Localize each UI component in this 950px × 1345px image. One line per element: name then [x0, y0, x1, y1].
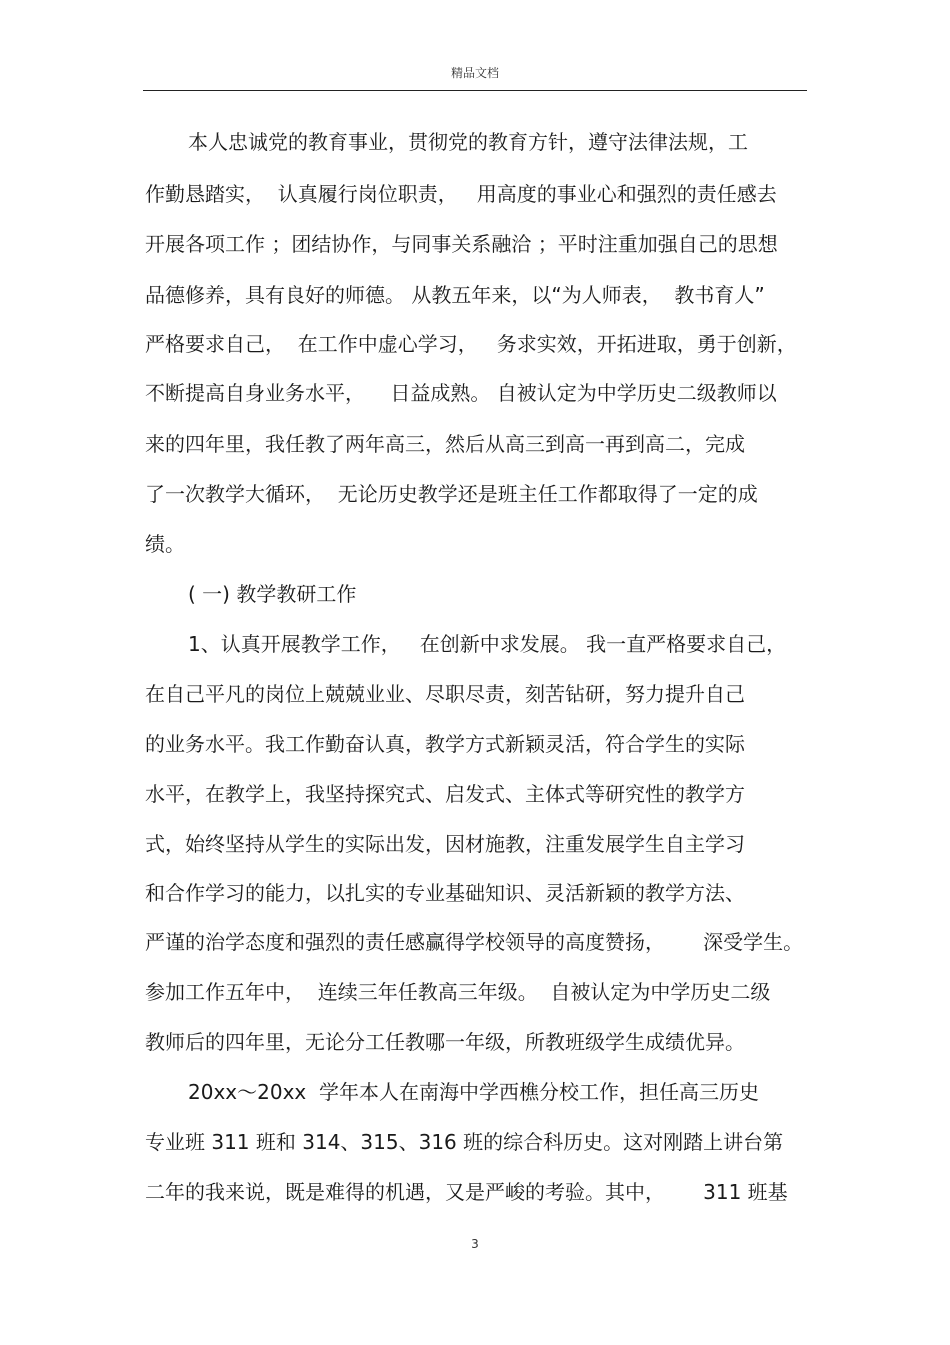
header-divider	[143, 90, 807, 91]
text-line: 二年的我来说，既是难得的机遇，又是严峻的考验。其中， 311 班基	[145, 1180, 788, 1204]
text-line: 和合作学习的能力，以扎实的专业基础知识、灵活新颖的教学方法、	[145, 881, 745, 905]
text-line: 开展各项工作 ；团结协作，与同事关系融洽 ；平时注重加强自己的思想	[145, 232, 778, 256]
text-line: 1、认真开展教学工作， 在创新中求发展。 我一直严格要求自己，	[188, 632, 787, 656]
text-line: 绩。	[145, 532, 185, 556]
page-number: 3	[471, 1237, 479, 1251]
text-line: 了一次教学大循环， 无论历史教学还是班主任工作都取得了一定的成	[145, 482, 758, 506]
text-line: 参加工作五年中， 连续三年任教高三年级。 自被认定为中学历史二级	[145, 980, 771, 1004]
text-line: 20xx～20xx 学年本人在南海中学西樵分校工作，担任高三历史	[188, 1080, 759, 1104]
text-line: 作勤恳踏实， 认真履行岗位职责， 用高度的事业心和强烈的责任感去	[145, 182, 777, 206]
text-line: 品德修养，具有良好的师德。 从教五年来，以“为人师表， 教书育人”	[145, 283, 765, 307]
text-line: 式，始终坚持从学生的实际出发，因材施教，注重发展学生自主学习	[145, 832, 745, 856]
section-heading: ( 一) 教学教研工作	[188, 582, 357, 606]
text-line: 的业务水平。我工作勤奋认真，教学方式新颖灵活，符合学生的实际	[145, 732, 745, 756]
text-line: 专业班 311 班和 314、315、316 班的综合科历史。这对刚踏上讲台第	[145, 1130, 784, 1154]
text-line: 在自己平凡的岗位上兢兢业业、尽职尽责，刻苦钻研，努力提升自己	[145, 682, 745, 706]
text-line: 不断提高自身业务水平， 日益成熟。 自被认定为中学历史二级教师以	[145, 381, 777, 405]
text-line: 来的四年里，我任教了两年高三，然后从高三到高一再到高二，完成	[145, 432, 745, 456]
text-line: 严谨的治学态度和强烈的责任感赢得学校领导的高度赞扬， 深受学生。	[145, 930, 804, 954]
text-line: 水平，在教学上，我坚持探究式、启发式、主体式等研究性的教学方	[145, 782, 745, 806]
text-line: 教师后的四年里，无论分工任教哪一年级，所教班级学生成绩优异。	[145, 1030, 745, 1054]
page-header: 精品文档	[450, 66, 499, 80]
text-line: 严格要求自己， 在工作中虚心学习， 务求实效，开拓进取，勇于创新，	[145, 332, 797, 356]
text-line: 本人忠诚党的教育事业，贯彻党的教育方针，遵守法律法规，工	[188, 130, 748, 154]
